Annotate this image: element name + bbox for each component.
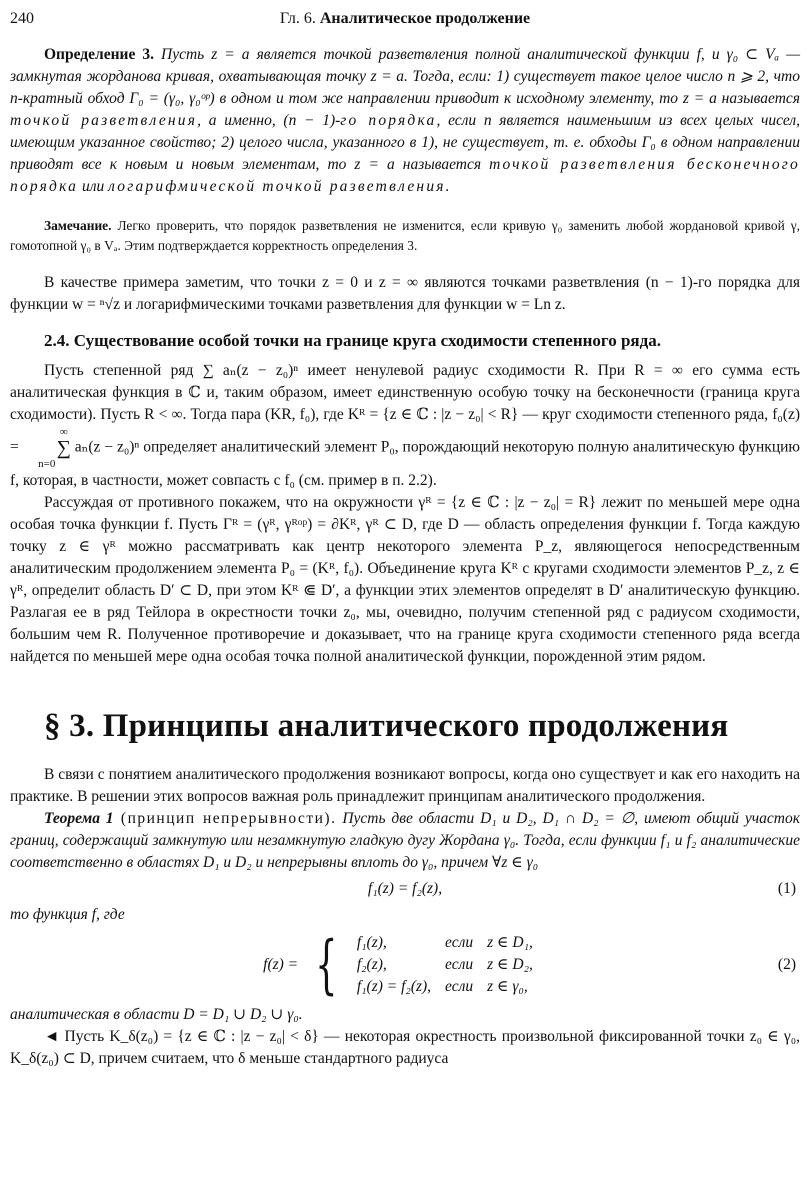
chapter-3-intro: В связи с понятием аналитического продолжения возникают вопросы, когда оно существует и как его находить на практике. В решении этих вопросов важная роль принадлежит принципам аналитического продолжения. [10,766,800,805]
equation-1 [10,878,800,900]
chapter-title: Аналитическое продолжение [319,10,531,27]
chapter-prefix: Гл. 6. [279,10,316,27]
case-condition: если [445,934,474,951]
theorem-then: то функция f, где [10,906,125,923]
equation-2-number: (2) [777,956,796,973]
chapter-3-title: § 3. Принципы аналитического продолжения [44,708,729,744]
definition-text-2: , а именно, (n − 1)- [197,112,341,129]
case-function: f₂(z), [356,956,387,973]
definition-term-2: го порядка [340,112,437,129]
sum-upper: ∞ [59,426,68,438]
proof-start: ◄ Пусть K_δ(z₀) = {z ∈ ℂ : |z − z₀| < δ} — некоторая окрестность произвольной фиксированной точки z₀ ∈ γ₀, K_δ(z₀) ⊂ D, причем считаем, что δ меньше стандартного радиуса [10,1028,800,1067]
definition-text-4: или [78,178,105,195]
remark [10,216,800,256]
example-paragraph: В качестве примера заметим, что точки z = 0 и z = ∞ являются точками разветвления (n − 1)-го порядка для функции w = ⁿ√z и логарифмическими точками разветвления для функции w = Ln z. [10,274,800,313]
theorem-1 [10,808,800,874]
definition-text-1: Пусть z = a является точкой разветвления полной аналитической функции f, и γ₀ ⊂ Vₐ — замкнутая жорданова кривая, охватывающая точку z = a. Тогда, если: 1) существует такое целое число n ⩾ 2, что n-кратный обход Γ₀ = (γ₀, γ₀ᵒᵖ) в одном и том же направлении приводит к исходному элементу, то z = a называется [10,46,800,107]
section-2-4-title: 2.4. Существование особой точки на границе круга сходимости степенного ряда. [44,331,661,350]
case-function: f₁(z) = f₂(z), [356,978,432,995]
definition-term-3: точкой разветвления бесконечного порядка [10,156,801,195]
section-2-4-paragraph-1 [10,360,800,492]
equation-2-lhs: f(z) = [263,956,299,973]
definition-text-3: , если n является наименьшим из всех целых чисел, имеющим указанное свойство; 2) целого числа, указанного в 1), не существует, т. е. обходы Γ₀ в одном направлении приводят все к новым и новым элементам, то z = a называется [10,112,800,173]
definition-term-1: точкой разветвления [10,112,198,129]
s24-text-a: Пусть степенной ряд ∑ aₙ(z − z₀)ⁿ имеет ненулевой радиус сходимости R. При R = ∞ его сумма есть аналитическая функция в ℂ и, таким образом, имеет единственную особую точку на бесконечности (граница круга сходимости). Пусть R < ∞. Тогда пара (K [10,362,800,423]
definition-3 [10,44,800,198]
section-2-4-paragraph-2: Рассуждая от противного покажем, что на окружности γᴿ = {z ∈ ℂ : |z − z₀| = R} лежит по меньшей мере одна особая точка функции f. Пусть Γᴿ = (γᴿ, γᴿᵒᵖ) = ∂Kᴿ, γᴿ ⊂ D, где D — область определения функции f. Тогда каждую точку z ∈ γᴿ можно рассматривать как центр некоторого элемента P_z, являющегося непосредственным аналитическим продолжением элемента P₀ = (Kᴿ, f₀). Объединение круга Kᴿ с кругами сходимости элементов P_z, z ∈ γᴿ, определит область D′ ⊂ D, при этом Kᴿ ⋐ D′, а функции этих элементов определят в D′ аналитическую функцию. Разлагая ее в ряд Тейлора в окрестности точки z₀, мы, очевидно, получим степенной ряд с радиусом сходимости, большим чем R. Полученное противоречие и доказывает, что на границе круга сходимости степенного ряда всегда найдется по меньшей мере одна особая точка полной аналитической функции, порожденной этим рядом. [10,494,800,665]
remark-text: Легко проверить, что порядок разветвления не изменится, если кривую γ₀ заменить любой жордановой кривой γ, гомотопной γ₀ в Vₐ. Этим подтверждается корректность определения 3. [10,218,800,253]
equation-2 [10,928,800,1002]
case-set: z ∈ D₁, [487,934,533,951]
s24-text-b: Kᴿ = {z ∈ ℂ : |z − z₀| < R} — круг сходимости степенного ряда, f₀(z) = [10,406,801,456]
s24-text-a-end: R, f₀), где [281,406,344,423]
theorem-conclusion: аналитическая в области D = D₁ ∪ D₂ ∪ γ₀. [10,1006,303,1023]
case-row [357,976,547,998]
case-function: f₁(z), [356,934,387,951]
case-row [357,954,547,976]
page-number: 240 [10,10,34,27]
running-title [70,8,800,30]
equation-2-cases [357,932,547,998]
case-set: z ∈ γ₀, [487,978,528,995]
definition-term-4: логарифмической точкой разветвления. [108,178,452,195]
equation-1-body: f₁(z) = f₂(z), [367,880,443,897]
case-set: z ∈ D₂, [487,956,533,973]
theorem-label: Теорема 1 [44,810,114,827]
left-brace: { [315,928,338,1002]
case-row [357,932,547,954]
theorem-name: (принцип непрерывности). [113,810,337,827]
remark-label: Замечание. [44,218,112,233]
sum-lower: n=0 [38,458,56,470]
running-header [10,8,800,30]
case-condition: если [445,956,474,973]
case-condition: если [445,978,474,995]
sum-operator [23,426,71,470]
definition-label: Определение 3. [44,46,154,63]
equation-1-number: (1) [777,880,796,897]
sum-sign: ∑ [56,437,71,459]
theorem-text: Пусть две области D₁ и D₂, D₁ ∩ D₂ = ∅, имеют общий участок границ, содержащий замкнутую или незамкнутую гладкую дугу Жордана γ₀. Тогда, если функции f₁ и f₂ аналитические соответственно в областях D₁ и D₂ и непрерывны вплоть до γ₀, причем ∀z ∈ γ₀ [10,810,800,871]
s24-text-c: aₙ(z − z₀)ⁿ определяет аналитический элемент P₀, порождающий некоторую полную аналитическую функцию f, которая, в частности, может совпасть с f₀ (см. пример в п. 2.2). [10,438,800,489]
